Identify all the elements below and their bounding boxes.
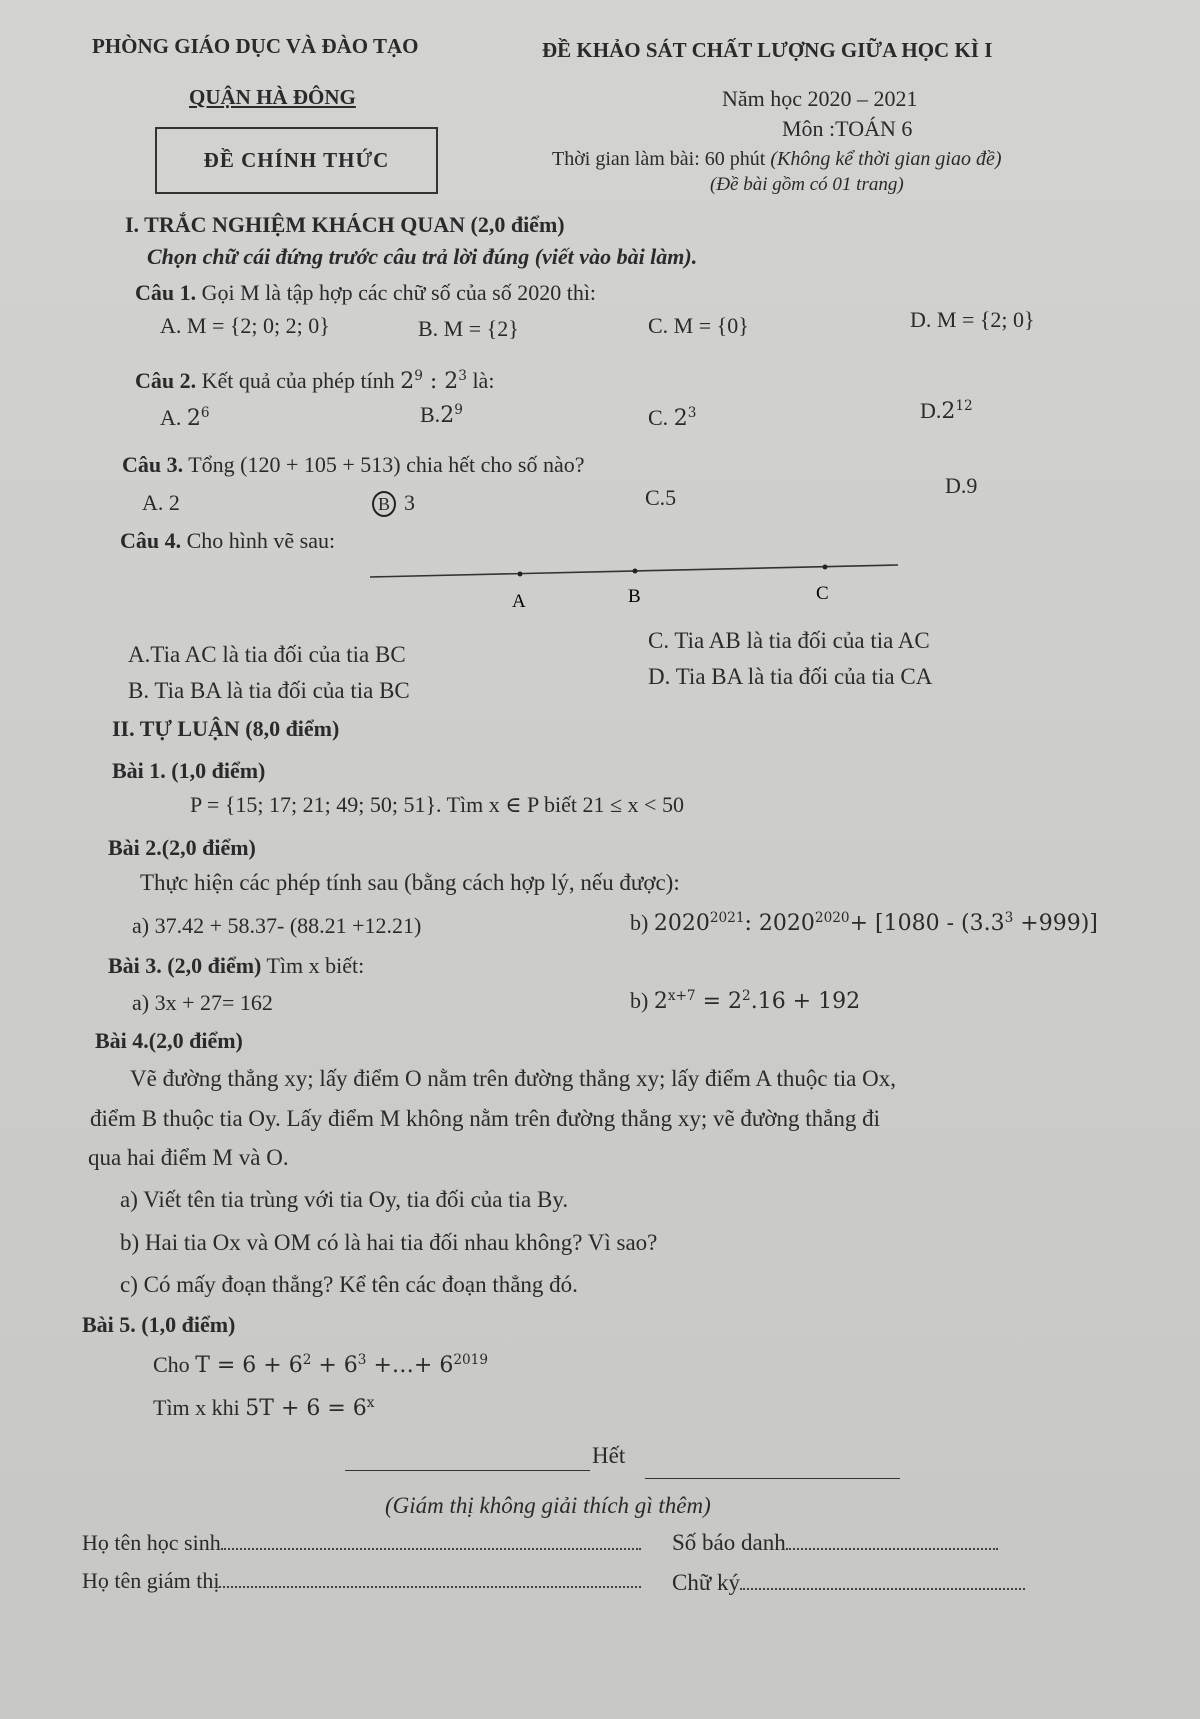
pages-note: (Đề bài gồm có 01 trang): [710, 174, 904, 195]
q2-option-c-letter: C.: [648, 405, 669, 430]
part2-title: II. TỰ LUẬN (8,0 điểm): [112, 716, 340, 741]
q1: [135, 280, 596, 306]
bai2-b-prefix: b): [630, 910, 649, 935]
school-year: Năm học 2020 – 2021: [722, 86, 918, 111]
q2-expression: $2^9$ : $2^3$: [400, 367, 467, 394]
q2-text-before: Kết quả của phép tính: [196, 368, 401, 393]
bai3-label: Bài 3. (2,0 điểm): [108, 953, 262, 978]
proctor-name-label: Họ tên giám thị: [82, 1568, 220, 1593]
proctor-name-dots: [219, 1586, 641, 1588]
q2-option-b: $B.2^9$: [420, 401, 463, 428]
q2-option-c: C. $2^3$: [648, 404, 697, 431]
signature-label: Chữ ký: [672, 1570, 741, 1595]
end-rule-right: [645, 1478, 900, 1479]
q1-option-d: D. M = {2; 0}: [910, 307, 1035, 332]
bai5-label: Bài 5. (1,0 điểm): [82, 1312, 236, 1337]
candidate-no-label: Số báo danh: [672, 1530, 786, 1555]
q4-option-a: A.Tia AC là tia đối của tia BC: [128, 642, 406, 667]
bai1-text: P = {15; 17; 21; 49; 50; 51}. Tìm x ∈ P biết 21 ≤ x < 50: [190, 792, 684, 817]
q4-label: Câu 4.: [120, 528, 182, 553]
q2: [135, 368, 494, 394]
bai3: [108, 953, 364, 979]
bai4-a: a) Viết tên tia trùng với tia Oy, tia đối của tia By.: [120, 1187, 569, 1212]
point-b-label: B: [628, 586, 641, 607]
bai5-cho: Cho: [153, 1352, 190, 1377]
bai3-text: Tìm x biết:: [261, 953, 365, 978]
end-marker: Hết: [592, 1443, 626, 1468]
q4-option-c: C. Tia AB là tia đối của tia AC: [648, 628, 930, 653]
q3-option-a: A. 2: [142, 490, 180, 515]
candidate-no-dots: [786, 1548, 998, 1550]
bai3-b: [630, 988, 860, 1014]
q2-option-d-letter: D.: [920, 398, 942, 423]
q3-option-c: C.5: [645, 485, 677, 510]
bai5-find: [153, 1395, 374, 1421]
point-c: [823, 565, 828, 570]
q4-option-d: D. Tia BA là tia đối của tia CA: [648, 664, 933, 689]
bai5-equation: $5T + 6 = 6^x$: [245, 1394, 375, 1421]
bai4-label: Bài 4.(2,0 điểm): [95, 1028, 243, 1053]
bai2-b-expression: $2020^{2021}$: $2020^{2020}+ [1080 - (3.3^3 +999)]$: [653, 909, 1098, 936]
point-c-label: C: [816, 583, 829, 604]
q3-text: Tổng (120 + 105 + 513) chia hết cho số nào?: [183, 452, 585, 477]
q4: [120, 528, 335, 554]
point-b: [633, 569, 638, 574]
q3-option-b-circled-letter: B: [372, 491, 396, 517]
q2-option-d: $D.2^{12}$: [920, 397, 973, 424]
bai2-label: Bài 2.(2,0 điểm): [108, 835, 256, 860]
q1-label: Câu 1.: [135, 280, 197, 305]
q4-text: Cho hình vẽ sau:: [181, 528, 336, 553]
bai3-b-expression: $2^{x+7} = 2^2.16 + 192$: [653, 987, 861, 1014]
q1-option-b: B. M = {2}: [418, 316, 519, 341]
time-line: [552, 148, 1002, 171]
q4-option-b: B. Tia BA là tia đối của tia BC: [128, 678, 410, 703]
bai4-line1: Vẽ đường thẳng xy; lấy điểm O nằm trên đường thẳng xy; lấy điểm A thuộc tia Ox,: [130, 1066, 896, 1091]
bai2-b: [630, 910, 1098, 936]
bai5-tim: Tìm x khi: [153, 1395, 240, 1420]
q3-label: Câu 3.: [122, 452, 184, 477]
time-note: (Không kể thời gian giao đề): [770, 148, 1002, 170]
bai2-a: a) 37.42 + 58.37- (88.21 +12.21): [132, 913, 422, 938]
q1-option-a: A. M = {2; 0; 2; 0}: [160, 313, 330, 338]
signature-dots: [740, 1588, 1025, 1590]
q3-option-b: [372, 490, 415, 517]
part1-title: I. TRẮC NGHIỆM KHÁCH QUAN (2,0 điểm): [125, 212, 565, 237]
q2-option-b-letter: B.: [420, 402, 441, 427]
exam-title: ĐỀ KHẢO SÁT CHẤT LƯỢNG GIỮA HỌC KÌ I: [542, 38, 993, 62]
q3-option-b-value: 3: [404, 490, 415, 515]
student-name-label: Họ tên học sinh: [82, 1530, 221, 1555]
q2-text-after: là:: [466, 368, 495, 393]
footer-note: (Giám thị không giải thích gì thêm): [385, 1493, 711, 1518]
bai4-c: c) Có mấy đoạn thẳng? Kể tên các đoạn thẳng đó.: [120, 1272, 578, 1297]
student-name-line: [82, 1530, 641, 1556]
bai4-b: b) Hai tia Ox và OM có là hai tia đối nhau không? Vì sao?: [120, 1230, 658, 1255]
subject: Môn :TOÁN 6: [782, 116, 913, 141]
q1-option-c: C. M = {0}: [648, 313, 749, 338]
q1-text: Gọi M là tập hợp các chữ số của số 2020 thì:: [196, 280, 597, 305]
official-label: ĐỀ CHÍNH THỨC: [155, 127, 438, 194]
bai1-label: Bài 1. (1,0 điểm): [112, 758, 266, 783]
candidate-no-line: [672, 1530, 998, 1556]
q2-option-a-letter: A.: [160, 405, 182, 430]
end-rule-left: [345, 1470, 590, 1471]
q2-label: Câu 2.: [135, 368, 197, 393]
bai3-b-prefix: b): [630, 988, 649, 1013]
point-a: [518, 572, 523, 577]
ray-figure: [360, 555, 920, 615]
bai2-text: Thực hiện các phép tính sau (bằng cách hợp lý, nếu được):: [140, 870, 680, 895]
signature-line: [672, 1570, 1025, 1596]
org-line1: PHÒNG GIÁO DỤC VÀ ĐÀO TẠO: [92, 34, 419, 58]
org-line2: QUẬN HÀ ĐÔNG: [189, 85, 356, 109]
q2-option-a: A. $2^6$: [160, 404, 210, 431]
bai3-a: a) 3x + 27= 162: [132, 990, 273, 1015]
point-a-label: A: [512, 591, 526, 612]
student-name-dots: [221, 1548, 641, 1550]
part1-instruction: Chọn chữ cái đứng trước câu trả lời đúng (viết vào bài làm).: [147, 244, 698, 269]
proctor-name-line: [82, 1568, 641, 1594]
bai5-given: [153, 1352, 488, 1378]
q3: [122, 452, 585, 478]
bai4-line3: qua hai điểm M và O.: [88, 1145, 289, 1170]
bai5-sum-expression: $T = 6 + 6^2 + 6^3$ +…+ $6^{2019}$: [195, 1351, 489, 1378]
time-prefix: Thời gian làm bài: 60 phút: [552, 148, 771, 170]
bai4-line2: điểm B thuộc tia Oy. Lấy điểm M không nằm trên đường thẳng xy; vẽ đường thẳng đi: [90, 1106, 881, 1131]
q3-option-d: D.9: [945, 473, 978, 498]
